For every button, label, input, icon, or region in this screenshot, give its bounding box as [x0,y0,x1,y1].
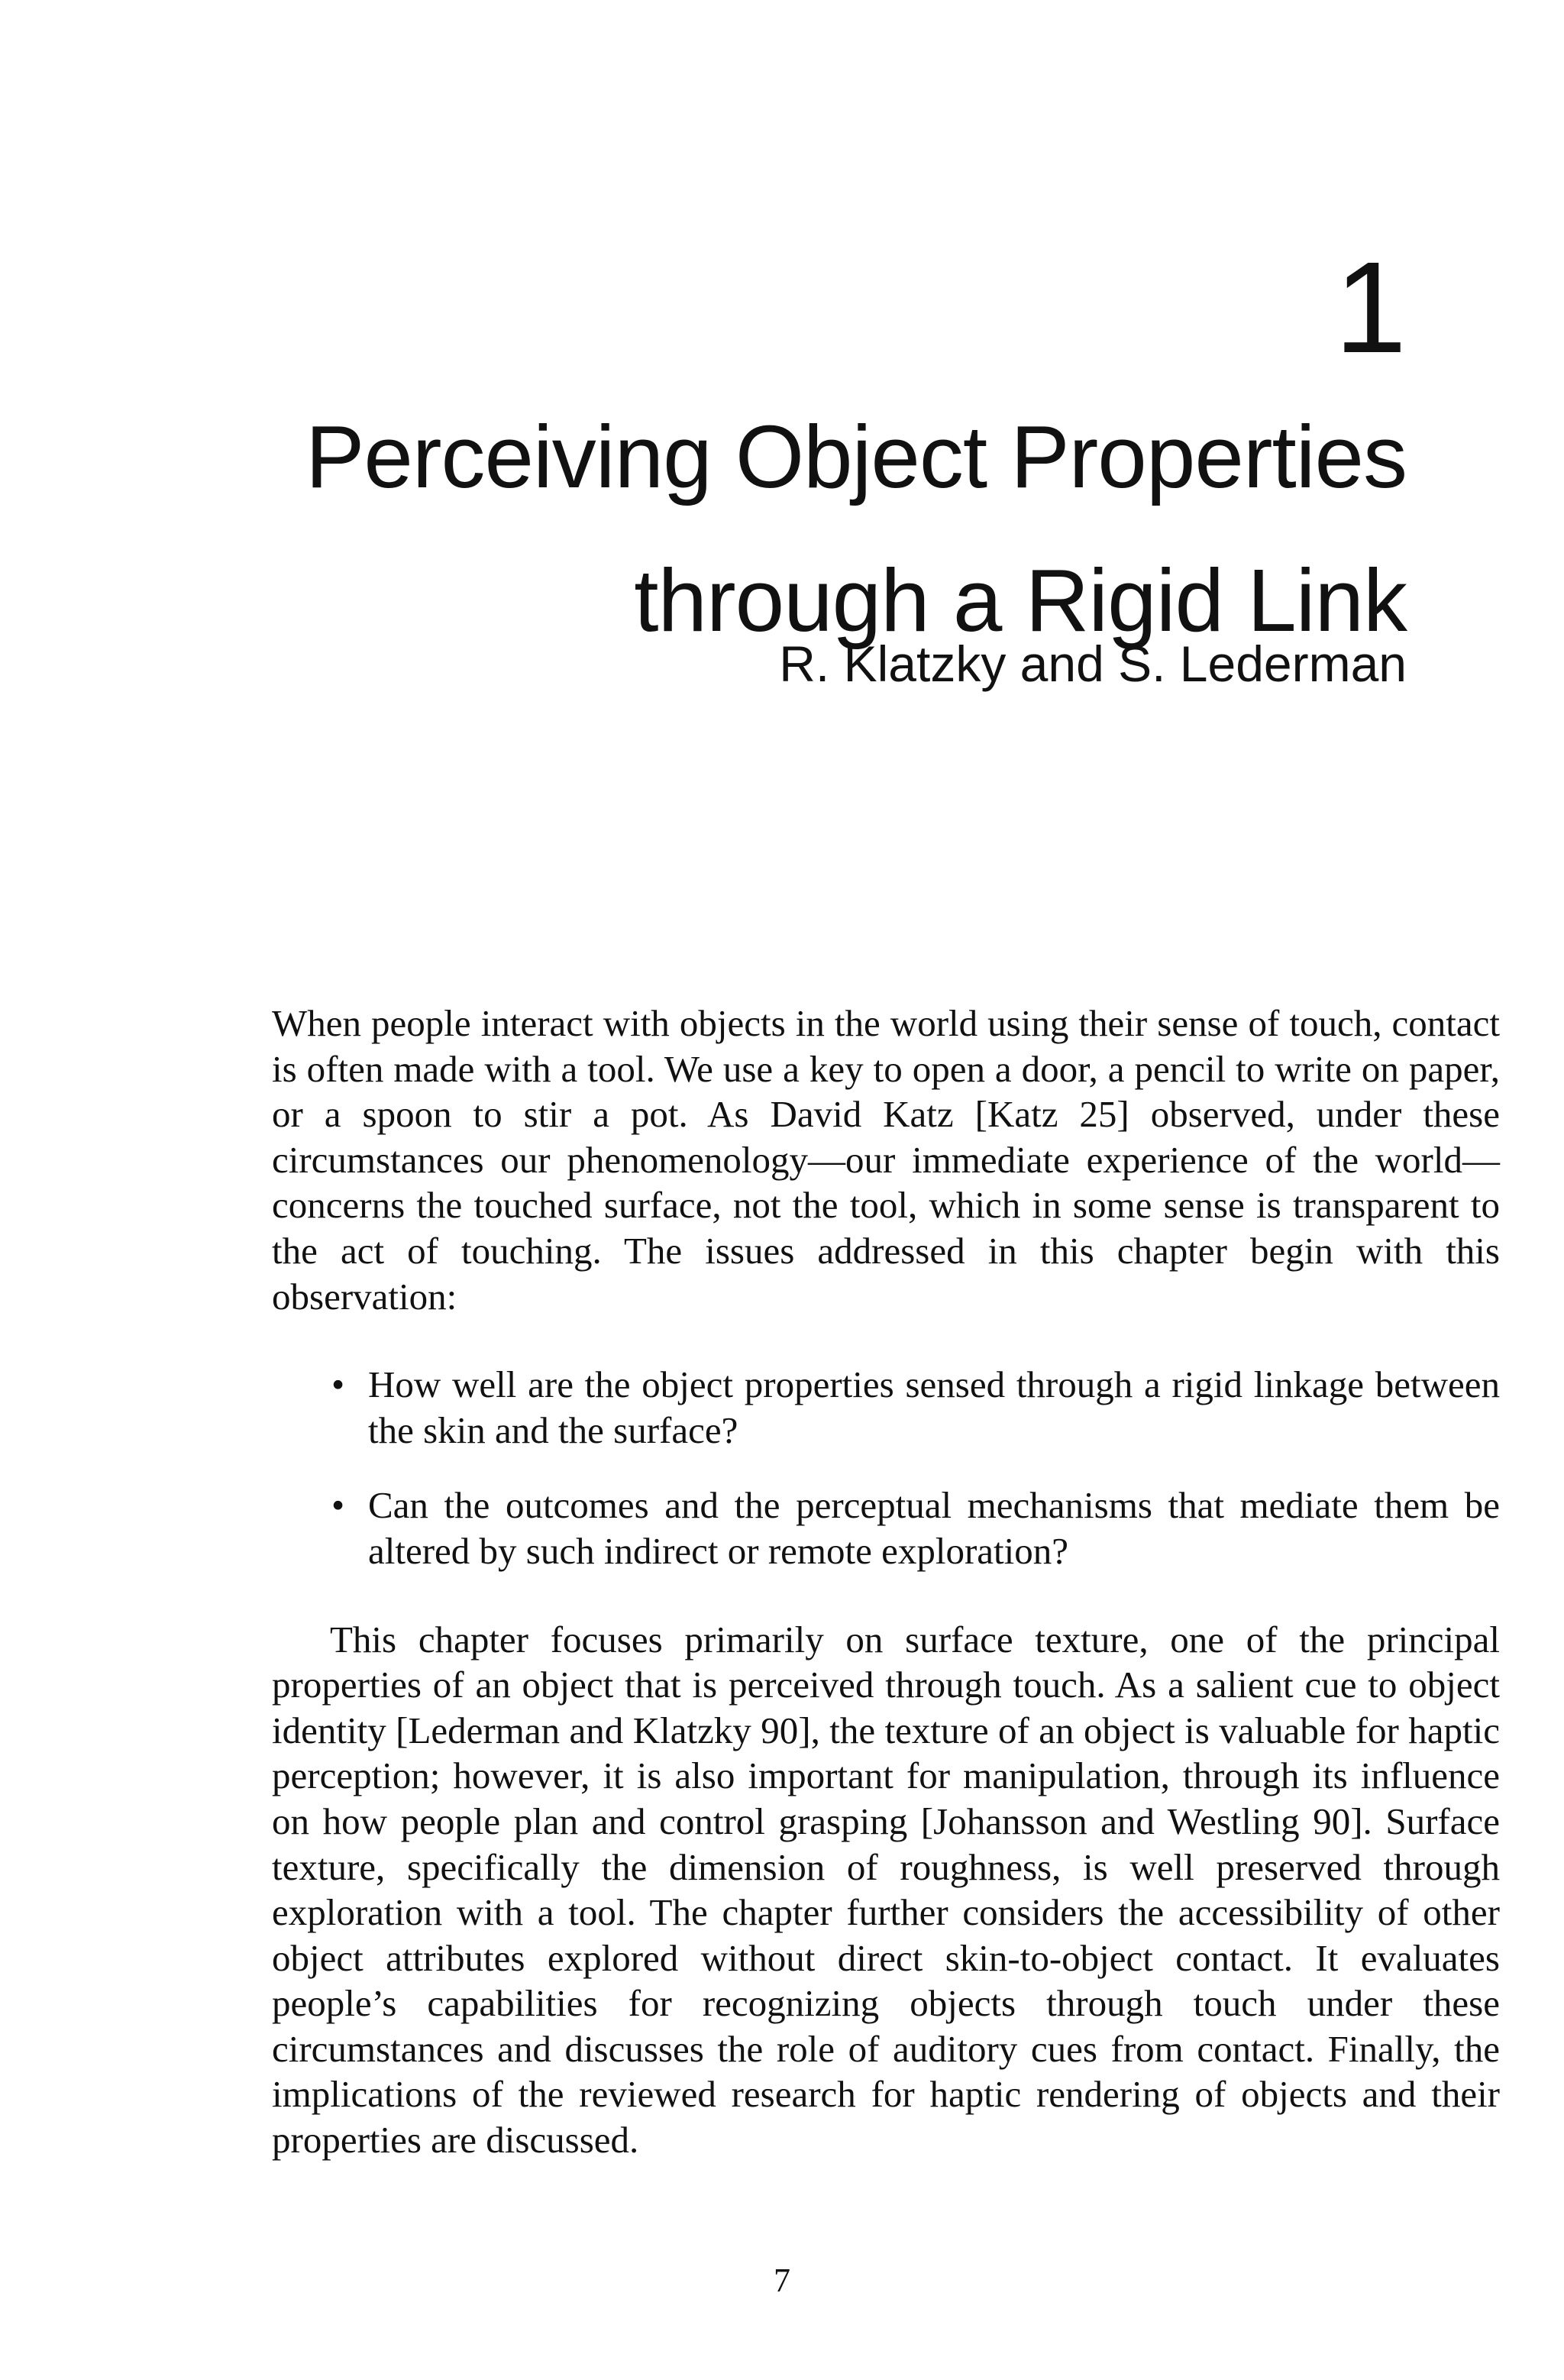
bullet-icon: • [331,1363,345,1406]
list-item-text: How well are the object properties sensed through a rigid linkage between the skin and the surface? [368,1363,1500,1451]
intro-paragraph: When people interact with objects in the world using their sense of touch, contact is often made with a tool. We use a key to open a door, a pencil to write on paper, or a spoon to stir a pot. As David Katz [Katz 25] observed, under these circumstances our phenomenology—our immediate experience of the world—concerns the touched surface, not the tool, which in some sense is transparent to the act of touching. The issues addressed in this chapter begin with this observation: [272,1002,1500,1318]
question-list [272,1362,1500,1573]
chapter-number: 1 [1334,235,1407,380]
chapter-authors: R. Klatzky and S. Lederman [779,635,1407,692]
chapter-title-line-1: Perceiving Object Properties [305,407,1407,506]
page-number: 7 [774,2262,790,2299]
list-item [331,1483,1500,1573]
chapter-title-line-2: through a Rigid Link [634,551,1407,650]
focus-paragraph: This chapter focuses primarily on surface texture, one of the principal properties of an object that is perceived through touch. As a salient cue to object identity [Lederman and Klatzky 90], the texture of an object is valuable for haptic perception; however, it is also important for manipulation, through its influence on how people plan and control grasping [Johansson and Westling 90]. Surface texture, specifically the dimension of roughness, is well preserved through exploration with a tool. The chapter further considers the accessibility of other object attributes explored without direct skin-to-object contact. It evaluates people’s capabilities for recognizing objects through touch under these circumstances and discusses the role of auditory cues from contact. Finally, the implications of the reviewed research for haptic rendering of objects and their properties are discussed. [272,1618,1500,2162]
body-text [272,1001,1500,2163]
list-item [331,1362,1500,1453]
chapter-title [185,385,1407,672]
list-item-text: Can the outcomes and the perceptual mechanisms that mediate them be altered by such indirect or remote exploration? [368,1484,1500,1572]
bullet-icon: • [331,1484,345,1527]
